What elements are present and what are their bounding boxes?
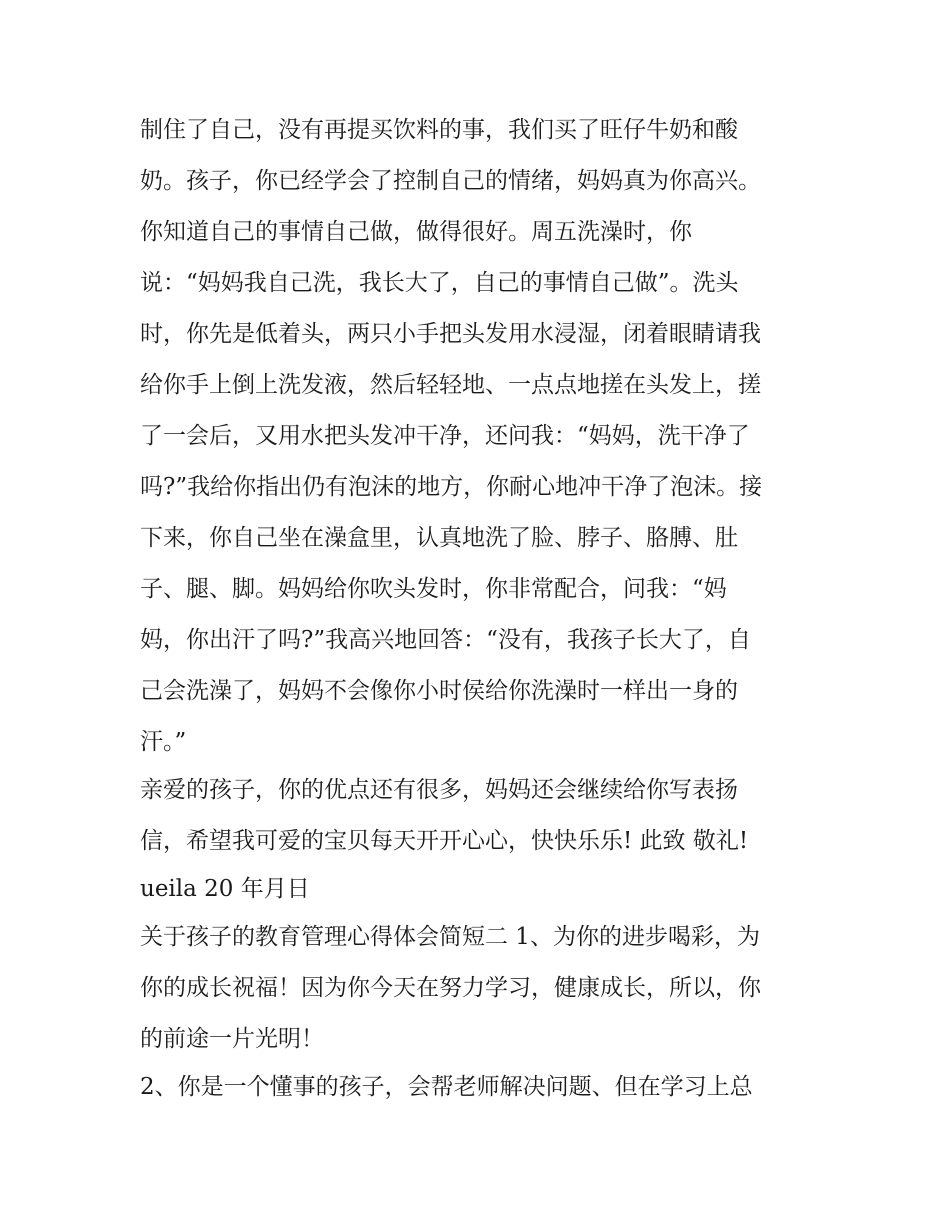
text-line: 下来，你自己坐在澡盒里，认真地洗了脸、脖子、胳膊、肚: [140, 525, 738, 551]
text-line: 妈，你出汗了吗?”我高兴地回答：“没有，我孩子长大了，自: [140, 627, 751, 653]
body-text: [140, 107, 830, 1115]
text-line: 说：“妈妈我自己洗，我长大了，自己的事情自己做”。洗头: [140, 270, 739, 296]
text-line: 你知道自己的事情自己做，做得很好。周五洗澡时，你: [140, 219, 692, 245]
text-line: 奶。孩子，你已经学会了控制自己的情绪，妈妈真为你高兴。: [140, 168, 761, 194]
text-line: 亲爱的孩子，你的优点还有很多，妈妈还会继续给你写表扬: [140, 777, 738, 803]
text-line: 了一会后，又用水把头发冲干净，还问我：“妈妈，洗干净了: [140, 423, 750, 449]
text-line: 信，希望我可爱的宝贝每天开开心心，快快乐乐! 此致 敬礼!: [140, 828, 749, 854]
text-line: 2、你是一个懂事的孩子，会帮老师解决问题、但在学习上总: [140, 1074, 753, 1100]
text-line: 时，你先是低着头，两只小手把头发用水浸湿，闭着眼睛请我: [140, 321, 761, 347]
text-line: 给你手上倒上洗发液，然后轻轻地、一点点地搓在头发上，搓: [140, 372, 761, 398]
text-line: 己会洗澡了，妈妈不会像你小时侯给你洗澡时一样出一身的: [140, 678, 738, 704]
section-heading-line: 关于孩子的教育管理心得体会简短二 1、为你的进步喝彩，为: [140, 924, 760, 950]
text-line: 制住了自己，没有再提买饮料的事，我们买了旺仔牛奶和酸: [140, 117, 738, 143]
text-line: 你的成长祝福！因为你今天在努力学习，健康成长，所以，你: [140, 975, 761, 1001]
text-line: 吗?”我给你指出仍有泡沫的地方，你耐心地冲干净了泡沫。接: [140, 474, 763, 500]
text-line: 的前途一片光明！: [140, 1026, 324, 1052]
text-line: 子、腿、脚。妈妈给你吹头发时，你非常配合，问我：“妈: [140, 576, 727, 602]
signature-line: ueila 20 年月日: [140, 876, 310, 902]
text-line: 汗。”: [140, 729, 187, 755]
